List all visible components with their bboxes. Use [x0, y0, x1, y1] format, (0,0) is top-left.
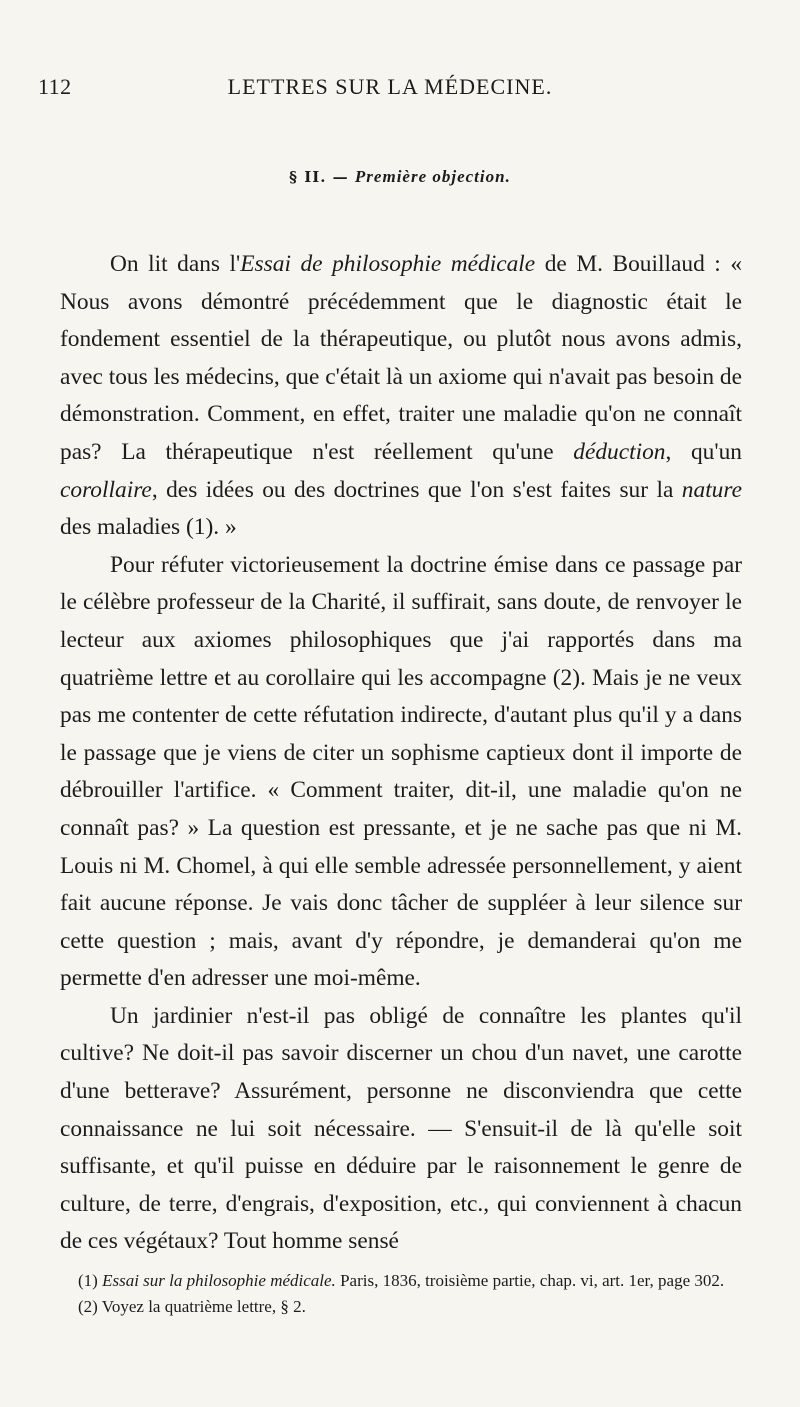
- running-title: LETTRES SUR LA MÉDECINE.: [227, 74, 553, 99]
- body-text: [60, 246, 742, 1261]
- text-run: de M. Bouillaud : « Nous avons démontré précédemment que le diagnostic était le fondement essentiel de la thérapeutique, ou plutôt nous avons admis, avec tous les médecins, que c'était là un axiome qui n'avait pas besoin de démonstration. Comment, en effet, traiter une maladie qu'on ne connaît pas? La thérapeutique n'est réellement qu'une: [60, 251, 743, 465]
- text-run: (1): [78, 1271, 103, 1290]
- running-head: [38, 74, 742, 100]
- text-run: Paris, 1836, troisième partie, chap. vi, art. 1er, page 302.: [335, 1271, 725, 1290]
- paragraph: [60, 998, 742, 1261]
- footnote: [60, 1268, 742, 1294]
- italic-text: déduction: [573, 438, 666, 465]
- footnotes: [60, 1268, 742, 1320]
- text-run: , des idées ou des doctrines que l'on s'est faites sur la: [151, 476, 682, 503]
- page-number: 112: [38, 74, 72, 99]
- italic-text: corollaire: [60, 476, 152, 503]
- section-title: Première objection.: [354, 167, 511, 186]
- footnote: [60, 1294, 742, 1320]
- text-run: Pour réfuter victorieusement la doctrine émise dans ce passage par le célèbre professeur de la Charité, il suffirait, sans doute, de renvoyer le lecteur aux axiomes philosophiques que j'ai rapportés dans ma quatrième lettre et au corollaire qui les accompagne (2). Mais je ne veux pas me contenter de cette réfutation indirecte, d'autant plus qu'il y a dans le passage que je viens de citer un sophisme captieux dont il importe de débrouiller l'artifice. « Comment traiter, dit-il, une maladie qu'on ne connaît pas? » La question est pressante, et je ne sache pas que ni M. Louis ni M. Chomel, à qui elle semble adressée personnellement, y aient fait aucune réponse. Je vais donc tâcher de suppléer à leur silence sur cette question ; mais, avant d'y répondre, je demanderai qu'on me permette d'en adresser une moi-même.: [60, 551, 742, 992]
- text-run: Un jardinier n'est-il pas obligé de connaître les plantes qu'il cultive? Ne doit-il pas savoir discerner un chou d'un navet, une carotte d'une betterave? Assurément, personne ne disconviendra que cette connaissance ne lui soit nécessaire. — S'ensuit-il de là qu'elle soit suffisante, et qu'il puisse en déduire par le raisonnement le genre de culture, de terre, d'engrais, d'exposition, etc., qui conviennent à chacun de ces végétaux? Tout homme sensé: [60, 1002, 742, 1255]
- text-run: , qu'un: [665, 438, 742, 465]
- section-number: § II. —: [289, 168, 349, 186]
- paragraph: [60, 547, 742, 998]
- italic-text: Essai de philosophie médicale: [240, 251, 536, 277]
- text-run: On lit dans l': [110, 251, 241, 277]
- italic-text: nature: [681, 476, 742, 503]
- italic-text: Essai sur la philosophie médicale.: [102, 1271, 336, 1290]
- paragraph: [60, 246, 742, 547]
- section-heading: [0, 167, 800, 187]
- text-run: (2) Voyez la quatrième lettre, § 2.: [78, 1297, 306, 1316]
- text-run: des maladies (1). »: [60, 514, 237, 541]
